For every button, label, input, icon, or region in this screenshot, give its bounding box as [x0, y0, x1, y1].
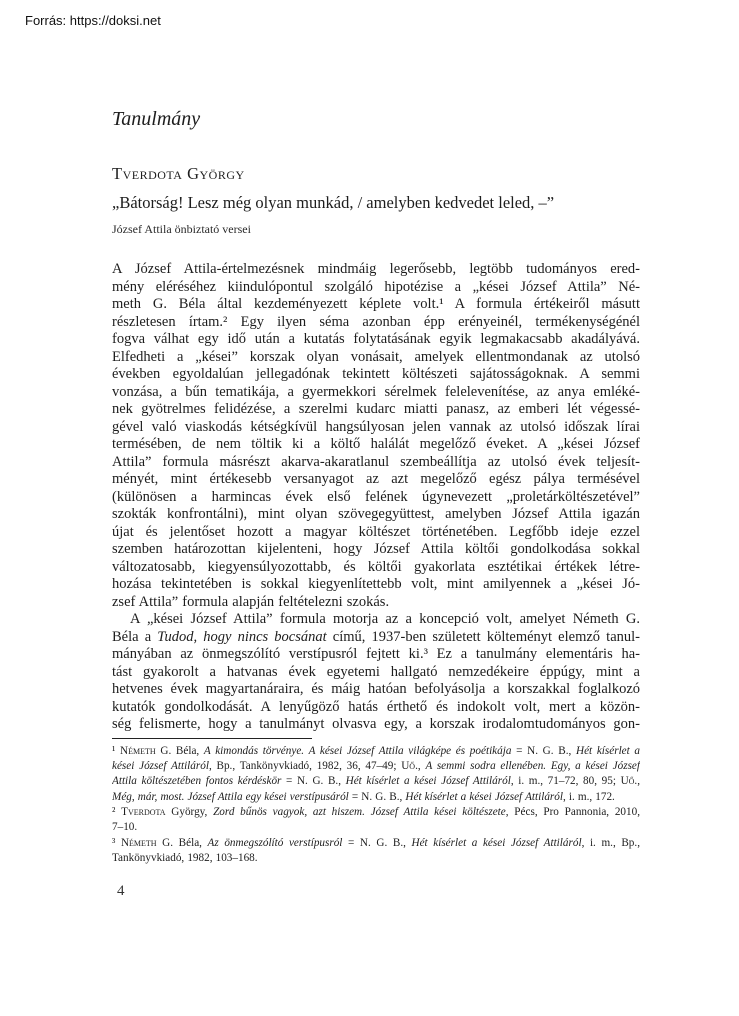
- text-run: fogva válhat egy idő után a kutatás folytatásának egyik legmakacsabb akadályává.: [112, 331, 640, 347]
- text-run: Béla a: [112, 628, 158, 645]
- text-run: termésében, de nem töltik ki a költő halálát megelőző éveket. A „kései József: [112, 436, 640, 452]
- text-run: szemben határozottan kijelenteni, hogy József Attila költői gondolkodása sokkal: [112, 541, 640, 557]
- text-line: [112, 716, 640, 734]
- text-run: ³: [112, 836, 121, 849]
- text-run: Uő.: [620, 775, 638, 788]
- text-run: , Bp., Tankönyvkiadó, 1982, 36, 47–49;: [208, 759, 402, 772]
- text-line: [112, 541, 640, 559]
- text-run: kutatók gondolkodását. A lenyűgöző hatás érthető és indokolt volt, mert a közön-: [112, 698, 640, 715]
- text-run: Németh: [120, 744, 156, 757]
- paragraph-2: [112, 611, 640, 734]
- text-run: , i. m., Bp.,: [581, 836, 640, 849]
- text-line: [112, 681, 640, 699]
- text-line: [112, 419, 640, 437]
- text-run: ²: [112, 806, 122, 819]
- text-line: [112, 454, 640, 472]
- paragraph-1: [112, 261, 640, 611]
- text-line: [112, 471, 640, 489]
- text-run: ményét, mint értékesebb versanyagot az azt megelőző egész pálya termésével: [112, 471, 640, 487]
- text-run: gével való viaskodás kétségkívül hangsúlyosan jelen vannak az utolsó időszak lírai: [112, 418, 640, 435]
- footnote-separator-rule: [112, 738, 312, 739]
- text-line: [112, 314, 640, 332]
- text-run: mányában az önmegszólító verstípusról fejtett ki.³ Ez a tanulmány elementáris ha-: [112, 646, 640, 662]
- text-run: ¹: [112, 744, 121, 757]
- text-line: [112, 401, 640, 419]
- text-run: ,: [417, 759, 426, 772]
- page-number: 4: [117, 883, 125, 899]
- text-line: [112, 790, 640, 805]
- footnote-1: [112, 744, 640, 806]
- text-line: [112, 744, 640, 759]
- text-run: Hét kísérlet a kései József Attiláról: [405, 790, 563, 803]
- text-line: [112, 261, 640, 279]
- article-subtitle: József Attila önbiztató versei: [112, 222, 251, 236]
- text-run: Hét kísérlet a kései József Attiláról: [411, 836, 582, 849]
- text-line: [112, 489, 640, 507]
- text-run: Elfedheti a „kései” korszak olyan vonásait, amelyek ellentmondanak az utolsó: [112, 348, 640, 365]
- text-line: [112, 349, 640, 367]
- article-content: [112, 106, 640, 867]
- text-run: Tverdota: [121, 806, 166, 819]
- text-run: A „kései József Attila” formula motorja az a koncepció volt, amelyet Németh G.: [130, 611, 640, 627]
- text-run: ség felismerte, hogy a tanulmányt olvasva egy, a korszak irodalomtudományos gon-: [112, 716, 640, 732]
- footnote-3: [112, 836, 640, 867]
- text-run: szokták konfrontálni), mint olyan szövegegyüttest, amelyben József Attila igazán: [112, 506, 640, 522]
- text-run: kései József Attiláról: [112, 759, 209, 772]
- source-url-text: Forrás: https://doksi.net: [25, 13, 161, 28]
- text-run: A semmi sodra ellenében. Egy, a kései József: [425, 759, 640, 772]
- text-run: változatosabb, kiegyensúlyozottabb, és költői gyakorlata esztétikai értékek létre-: [112, 558, 640, 575]
- text-run: Az önmegszólító verstípusról: [207, 836, 343, 849]
- section-label: Tanulmány: [112, 108, 201, 130]
- text-line: [112, 576, 640, 594]
- text-line: [112, 506, 640, 524]
- text-run: részletesen írtam.² Egy ilyen séma azonban épp erényeinél, termékenységénél: [112, 313, 640, 330]
- text-run: című, 1937-ben született költeményt elemző tanul-: [326, 628, 640, 645]
- text-run: Attila költészetében fontos kérdéskör: [112, 775, 282, 788]
- text-run: = N. G. B.,: [511, 744, 576, 757]
- text-run: György,: [165, 806, 214, 819]
- text-run: = N. G. B.,: [281, 775, 346, 788]
- text-run: , i. m., 71–72, 80, 95;: [510, 775, 621, 788]
- text-line: [112, 774, 640, 789]
- text-run: = N. G. B.,: [348, 790, 406, 803]
- text-line: [112, 366, 640, 384]
- text-line: [112, 559, 640, 577]
- text-run: Attila” formula másrészt akarva-akaratlanul szembeállítja az utolsó évek teljesít-: [112, 453, 640, 470]
- text-run: vonzása, a bűn tematikája, a gyermekkori sérelmek felelevenítése, az anya emléké-: [112, 383, 640, 400]
- text-run: zsef Attila” formula alapján feltételezni szokás.: [112, 593, 390, 610]
- text-line: [112, 279, 640, 297]
- article-title: „Bátorság! Lesz még olyan munkád, / amelyben kedvedet leled, –”: [112, 193, 555, 212]
- text-run: ,: [637, 775, 640, 788]
- text-line: [112, 594, 640, 612]
- text-run: Tankönyvkiadó, 1982, 103–168.: [112, 852, 258, 865]
- text-run: G. Béla,: [155, 744, 204, 757]
- text-run: Még, már, most. József Attila egy kései verstípusáról: [112, 790, 349, 803]
- text-run: A József Attila-értelmezésnek mindmáig legerősebb, legtöbb tudományos ered-: [112, 261, 640, 277]
- text-line: [112, 331, 640, 349]
- text-run: Hét kísérlet a kései József Attiláról: [345, 775, 511, 788]
- text-line: [112, 820, 640, 835]
- footnotes-block: [112, 744, 640, 867]
- text-run: (különösen a harmincas évek első felének úgynevezett „proletárköltészetével”: [112, 488, 640, 505]
- text-line: [112, 805, 640, 820]
- text-run: , Pécs, Pro Pannonia, 2010,: [505, 806, 640, 819]
- text-run: G. Béla,: [156, 836, 208, 849]
- text-line: [112, 836, 640, 851]
- text-run: , i. m., 172.: [562, 790, 615, 803]
- footnote-2: [112, 805, 640, 836]
- text-run: hozása tekintetében is sokkal kiegyenlítettebb volt, mint amilyennek a „kései Jó-: [112, 576, 640, 592]
- text-run: Tudod, hogy nincs bocsánat: [157, 628, 327, 645]
- text-run: Németh: [120, 836, 157, 849]
- text-run: A kimondás törvénye. A kései József Attila világképe és poétikája: [203, 744, 512, 757]
- text-line: [112, 436, 640, 454]
- text-run: Uő.: [401, 759, 418, 772]
- text-run: tást gyakorolt a hatvanas évek egyetemi hallgató nemzedékeire éppúgy, mint a: [112, 663, 640, 680]
- text-run: mény eléréséhez kiindulópontul szolgáló hipotézise a „kései József Attila” Né-: [112, 278, 640, 295]
- article-body: [112, 261, 640, 734]
- text-run: Zord bűnös vagyok, azt hiszem. József Attila kései költészete: [213, 806, 506, 819]
- text-run: nek gyötrelmes felidézése, a szerelmi kudarc miatti panasz, az emberi lét végessé-: [112, 401, 640, 417]
- text-line: [112, 611, 640, 629]
- text-run: = N. G. B.,: [342, 836, 412, 849]
- text-run: meth G. Béla által kezdeményezett képlete volt.¹ A formula értékeiről másutt: [112, 296, 640, 312]
- author-name: Tverdota György: [112, 164, 245, 183]
- text-line: [112, 664, 640, 682]
- text-line: [112, 384, 640, 402]
- text-run: újat és jelentőset hozott a magyar költészet történetében. Legfőbb ideje ezzel: [112, 523, 640, 540]
- text-run: Hét kísérlet a: [575, 744, 640, 757]
- text-line: [112, 646, 640, 664]
- text-line: [112, 759, 640, 774]
- text-line: [112, 629, 640, 647]
- text-line: [112, 296, 640, 314]
- text-line: [112, 699, 640, 717]
- text-run: években egyoldalúan jellegadónak tekintett költészeti sajátosságoknak. A semmi: [112, 366, 640, 382]
- text-line: [112, 851, 640, 866]
- text-run: 7–10.: [112, 821, 138, 834]
- text-line: [112, 524, 640, 542]
- text-run: hetvenes évek magyartanáraira, és máig hatóan befolyásolja a korszakkal foglalkozó: [112, 681, 640, 697]
